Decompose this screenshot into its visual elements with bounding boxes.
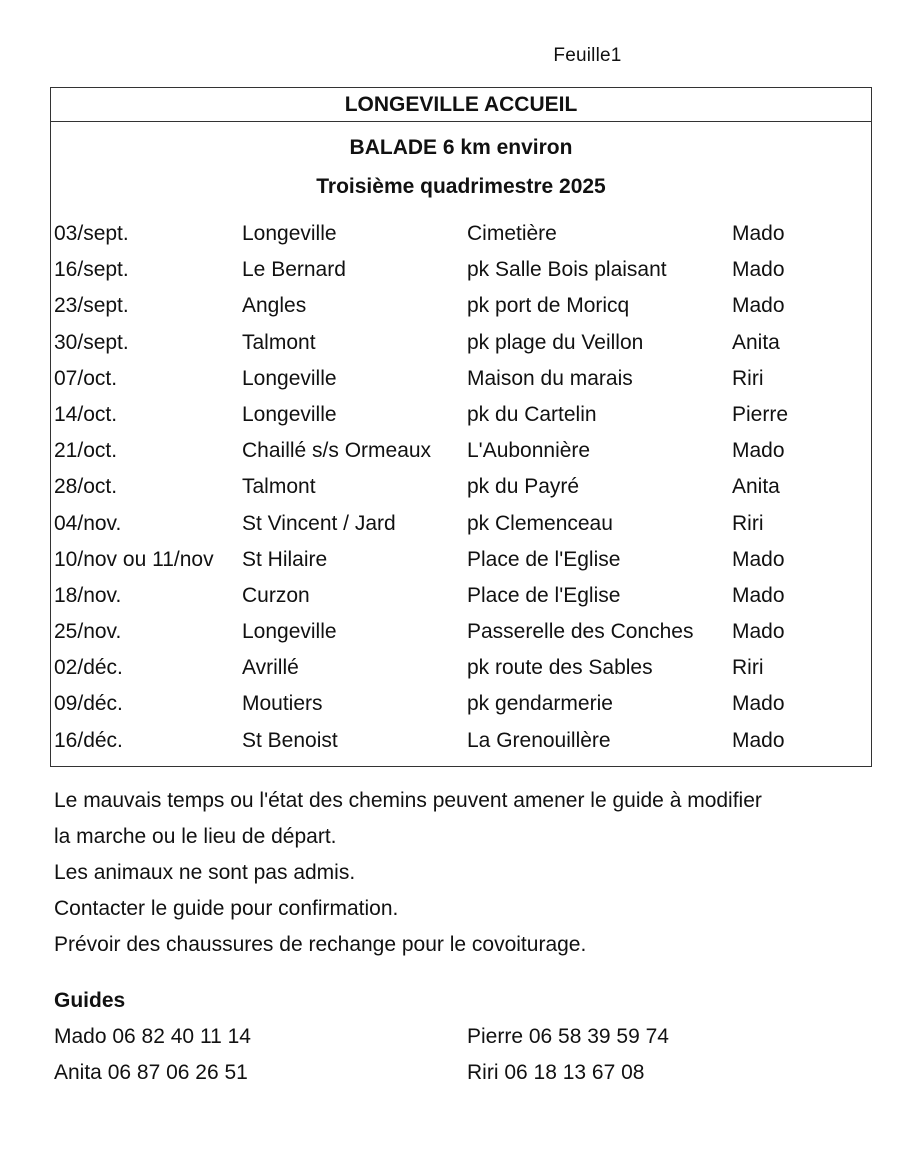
guide-contact-pierre: Pierre 06 58 39 59 74	[467, 1025, 669, 1048]
row-date: 18/nov.	[54, 583, 122, 607]
organization-title: LONGEVILLE ACCUEIL	[51, 88, 871, 122]
table-row	[51, 325, 871, 361]
note-line: Le mauvais temps ou l'état des chemins peuvent amener le guide à modifier	[54, 789, 762, 812]
table-row	[51, 542, 871, 578]
row-date: 23/sept.	[54, 294, 129, 318]
row-guide: Mado	[732, 258, 785, 282]
row-guide: Riri	[732, 656, 764, 680]
table-row	[51, 216, 871, 252]
row-date: 04/nov.	[54, 511, 122, 535]
row-guide: Mado	[732, 547, 785, 571]
guide-contact-mado: Mado 06 82 40 11 14	[54, 1025, 251, 1048]
row-guide: Mado	[732, 583, 785, 607]
row-meeting-point: Maison du marais	[467, 366, 633, 390]
row-date: 03/sept.	[54, 222, 129, 245]
row-guide: Mado	[732, 294, 785, 318]
row-guide: Riri	[732, 511, 764, 535]
row-meeting-point: pk port de Moricq	[467, 294, 630, 318]
sheet-name: Feuille1	[553, 45, 622, 66]
table-row	[51, 397, 871, 433]
note-line: Contacter le guide pour confirmation.	[54, 897, 399, 920]
row-place: Longeville	[242, 366, 337, 390]
row-guide: Anita	[732, 330, 780, 354]
row-place: Longeville	[242, 402, 337, 426]
table-row	[51, 650, 871, 686]
row-date: 30/sept.	[54, 330, 129, 354]
row-date: 16/sept.	[54, 258, 129, 282]
table-row	[51, 723, 871, 759]
table-row	[51, 469, 871, 505]
row-date: 14/oct.	[54, 402, 118, 426]
row-guide: Mado	[732, 222, 785, 245]
row-place: St Hilaire	[242, 547, 328, 571]
row-place: Chaillé s/s Ormeaux	[242, 439, 432, 463]
table-row	[51, 433, 871, 469]
row-meeting-point: Place de l'Eglise	[467, 583, 621, 607]
period-title: Troisième quadrimestre 2025	[316, 175, 606, 198]
row-date: 10/nov ou 11/nov	[54, 547, 214, 571]
row-guide: Pierre	[732, 402, 789, 426]
table-row	[51, 288, 871, 324]
row-place: St Benoist	[242, 728, 338, 752]
row-date: 02/déc.	[54, 656, 123, 680]
row-date: 28/oct.	[54, 475, 118, 499]
row-place: Curzon	[242, 583, 310, 607]
row-place: Talmont	[242, 475, 316, 499]
table-row	[51, 686, 871, 722]
row-place: Avrillé	[242, 656, 299, 680]
row-place: Moutiers	[242, 692, 323, 716]
row-meeting-point: pk du Payré	[467, 475, 580, 499]
row-place: Angles	[242, 294, 307, 318]
row-guide: Riri	[732, 366, 764, 390]
row-place: Talmont	[242, 330, 316, 354]
guides-heading: Guides	[54, 989, 126, 1012]
row-date: 21/oct.	[54, 439, 118, 463]
guide-contact-anita: Anita 06 87 06 26 51	[54, 1061, 248, 1084]
row-meeting-point: Cimetière	[467, 222, 557, 245]
note-line: la marche ou le lieu de départ.	[54, 825, 337, 848]
row-meeting-point: pk Salle Bois plaisant	[467, 258, 667, 282]
table-row	[51, 578, 871, 614]
row-place: Longeville	[242, 620, 337, 644]
row-guide: Mado	[732, 728, 785, 752]
row-meeting-point: pk Clemenceau	[467, 511, 613, 535]
row-meeting-point: pk route des Sables	[467, 656, 653, 680]
row-place: St Vincent / Jard	[242, 511, 396, 535]
row-meeting-point: L'Aubonnière	[467, 439, 591, 463]
row-meeting-point: Passerelle des Conches	[467, 620, 694, 644]
notes-block	[54, 783, 762, 963]
row-guide: Mado	[732, 439, 785, 463]
row-place: Le Bernard	[242, 258, 346, 282]
row-meeting-point: La Grenouillère	[467, 728, 611, 752]
row-meeting-point: pk du Cartelin	[467, 402, 597, 426]
row-place: Longeville	[242, 222, 337, 245]
row-guide: Mado	[732, 692, 785, 716]
table-row	[51, 252, 871, 288]
walk-subtitle: BALADE 6 km environ	[349, 136, 573, 159]
row-date: 16/déc.	[54, 728, 123, 752]
row-meeting-point: pk plage du Veillon	[467, 330, 644, 354]
note-line: Les animaux ne sont pas admis.	[54, 861, 356, 884]
row-guide: Mado	[732, 620, 785, 644]
note-line: Prévoir des chaussures de rechange pour le covoiturage.	[54, 933, 587, 956]
schedule-rows	[51, 216, 871, 759]
table-row	[51, 361, 871, 397]
row-meeting-point: pk gendarmerie	[467, 692, 613, 716]
guide-contact-riri: Riri 06 18 13 67 08	[467, 1061, 645, 1084]
table-row	[51, 614, 871, 650]
row-date: 09/déc.	[54, 692, 123, 716]
row-guide: Anita	[732, 475, 780, 499]
row-date: 25/nov.	[54, 620, 122, 644]
row-date: 07/oct.	[54, 366, 118, 390]
table-row	[51, 506, 871, 542]
row-meeting-point: Place de l'Eglise	[467, 547, 621, 571]
schedule-table	[50, 87, 872, 767]
